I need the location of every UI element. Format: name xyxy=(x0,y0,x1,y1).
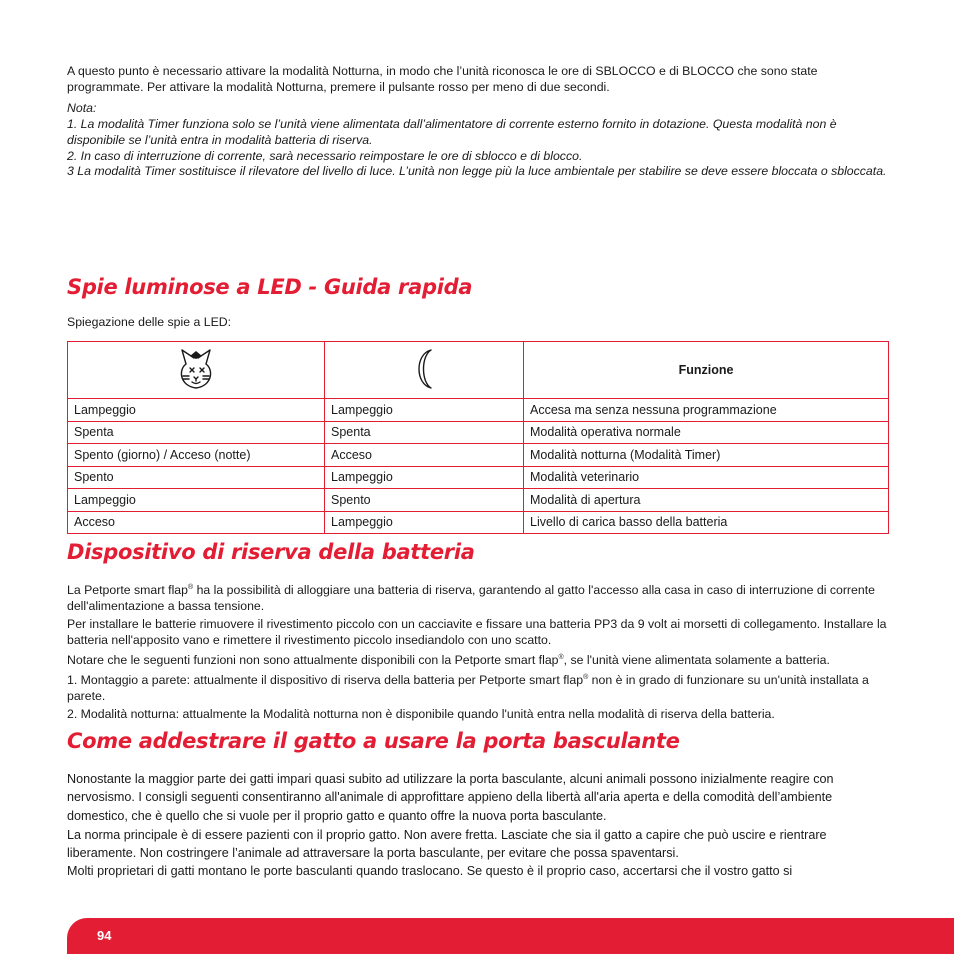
function-cell: Modalità operativa normale xyxy=(524,421,889,444)
moon-led-state: Spento xyxy=(325,489,524,512)
training-paragraph-1: Nonostante la maggior parte dei gatti impari quasi subito ad utilizzare la porta basculante, alcuni animali possono inizialmente reagire con nervosismo. I consigli seguenti consentiranno all'animale di approfittare appieno della libertà all'aria aperta e della comodità dell’ambiente domestico, che è quello che si vuole per il proprio gatto e quanto offre la nuova porta basculante. xyxy=(67,772,834,823)
moon-led-column-header xyxy=(325,342,524,399)
registered-mark: ® xyxy=(558,654,564,661)
page-number: 94 xyxy=(97,928,112,943)
moon-icon xyxy=(409,346,439,392)
led-table xyxy=(67,341,889,534)
function-cell: Modalità veterinario xyxy=(524,466,889,489)
table-row xyxy=(68,511,889,534)
table-row xyxy=(68,444,889,467)
training-paragraph-2: La norma principale è di essere pazienti con il proprio gatto. Non avere fretta. Lasciate che sia il gatto a capire che può uscire e rientrare liberamente. Non costringere l’animale ad attraversare la porta basculante, per evitare che possa spaventarsi. xyxy=(67,828,827,861)
led-section-heading: Spie luminose a LED - Guida rapida xyxy=(67,275,473,299)
registered-mark: ® xyxy=(187,584,194,591)
moon-led-state: Lampeggio xyxy=(325,466,524,489)
battery-list-item-1: 1. Montaggio a parete: attualmente il dispositivo di riserva della batteria per Petporte smart flap® non è in grado di funzionare su un'unità installata a parete. xyxy=(67,673,869,704)
note-item-3: 3 La modalità Timer sostituisce il rilevatore del livello di luce. L’unità non legge più la luce ambientale per stabilire se deve essere bloccata o sbloccata. xyxy=(67,164,887,178)
cat-led-state: Lampeggio xyxy=(68,489,325,512)
training-paragraph-3: Molti proprietari di gatti montano le porte basculanti quando traslocano. Se questo è il proprio caso, accertarsi che il vostro gatto si xyxy=(67,864,793,878)
training-section-heading: Come addestrare il gatto a usare la porta basculante xyxy=(67,729,680,753)
note-item-1: 1. La modalità Timer funziona solo se l’unità viene alimentata dall’alimentatore di corrente esterno fornito in dotazione. Questa modalità non è disponibile se l’unità entra in modalità batteria di riserva. xyxy=(67,117,837,147)
function-column-header: Funzione xyxy=(524,342,889,399)
battery-paragraph-3: Notare che le seguenti funzioni non sono attualmente disponibili con la Petporte smart flap®, se l'unità viene alimentata solamente a batteria. xyxy=(67,653,830,668)
moon-led-state: Acceso xyxy=(325,444,524,467)
battery-paragraph-2: Per installare le batterie rimuovere il rivestimento piccolo con un cacciavite e fissare una batteria PP3 da 9 volt ai morsetti di collegamento. Installare la batteria nell'apposito vano e rimettere il rivestimento piccolo insediandolo con uno scatto. xyxy=(67,617,887,647)
table-row xyxy=(68,466,889,489)
function-cell: Livello di carica basso della batteria xyxy=(524,511,889,534)
function-cell: Modalità notturna (Modalità Timer) xyxy=(524,444,889,467)
cat-led-state: Spenta xyxy=(68,421,325,444)
led-section-subtitle: Spiegazione delle spie a LED: xyxy=(67,315,232,329)
note-title: Nota: xyxy=(67,101,97,115)
table-row xyxy=(68,489,889,512)
battery-list-item-2: 2. Modalità notturna: attualmente la Modalità notturna non è disponibile quando l'unità entra nella modalità di riserva della batteria. xyxy=(67,707,775,721)
table-row xyxy=(68,421,889,444)
moon-led-state: Spenta xyxy=(325,421,524,444)
table-row xyxy=(68,399,889,422)
moon-led-state: Lampeggio xyxy=(325,511,524,534)
battery-section-heading: Dispositivo di riserva della batteria xyxy=(67,540,475,564)
cat-head-icon xyxy=(174,346,218,392)
cat-led-state: Lampeggio xyxy=(68,399,325,422)
cat-led-state: Spento xyxy=(68,466,325,489)
cat-led-column-header xyxy=(68,342,325,399)
led-table-header-row xyxy=(68,342,889,399)
cat-led-state: Spento (giorno) / Acceso (notte) xyxy=(68,444,325,467)
intro-paragraph: A questo punto è necessario attivare la modalità Notturna, in modo che l’unità riconosca le ore di SBLOCCO e di BLOCCO che sono state programmate. Per attivare la modalità Notturna, premere il pulsante rosso per meno di due secondi. xyxy=(67,64,818,94)
moon-led-state: Lampeggio xyxy=(325,399,524,422)
note-item-2: 2. In caso di interruzione di corrente, sarà necessario reimpostare le ore di sblocco e di blocco. xyxy=(67,149,583,163)
registered-mark: ® xyxy=(583,674,589,681)
function-cell: Modalità di apertura xyxy=(524,489,889,512)
page-footer-band xyxy=(67,918,954,954)
cat-led-state: Acceso xyxy=(68,511,325,534)
battery-paragraph-1: La Petporte smart flap® ha la possibilità di alloggiare una batteria di riserva, garantendo al gatto l'accesso alla casa in caso di interruzione di corrente dell'alimentazione a bassa tensione. xyxy=(67,583,875,614)
function-cell: Accesa ma senza nessuna programmazione xyxy=(524,399,889,422)
